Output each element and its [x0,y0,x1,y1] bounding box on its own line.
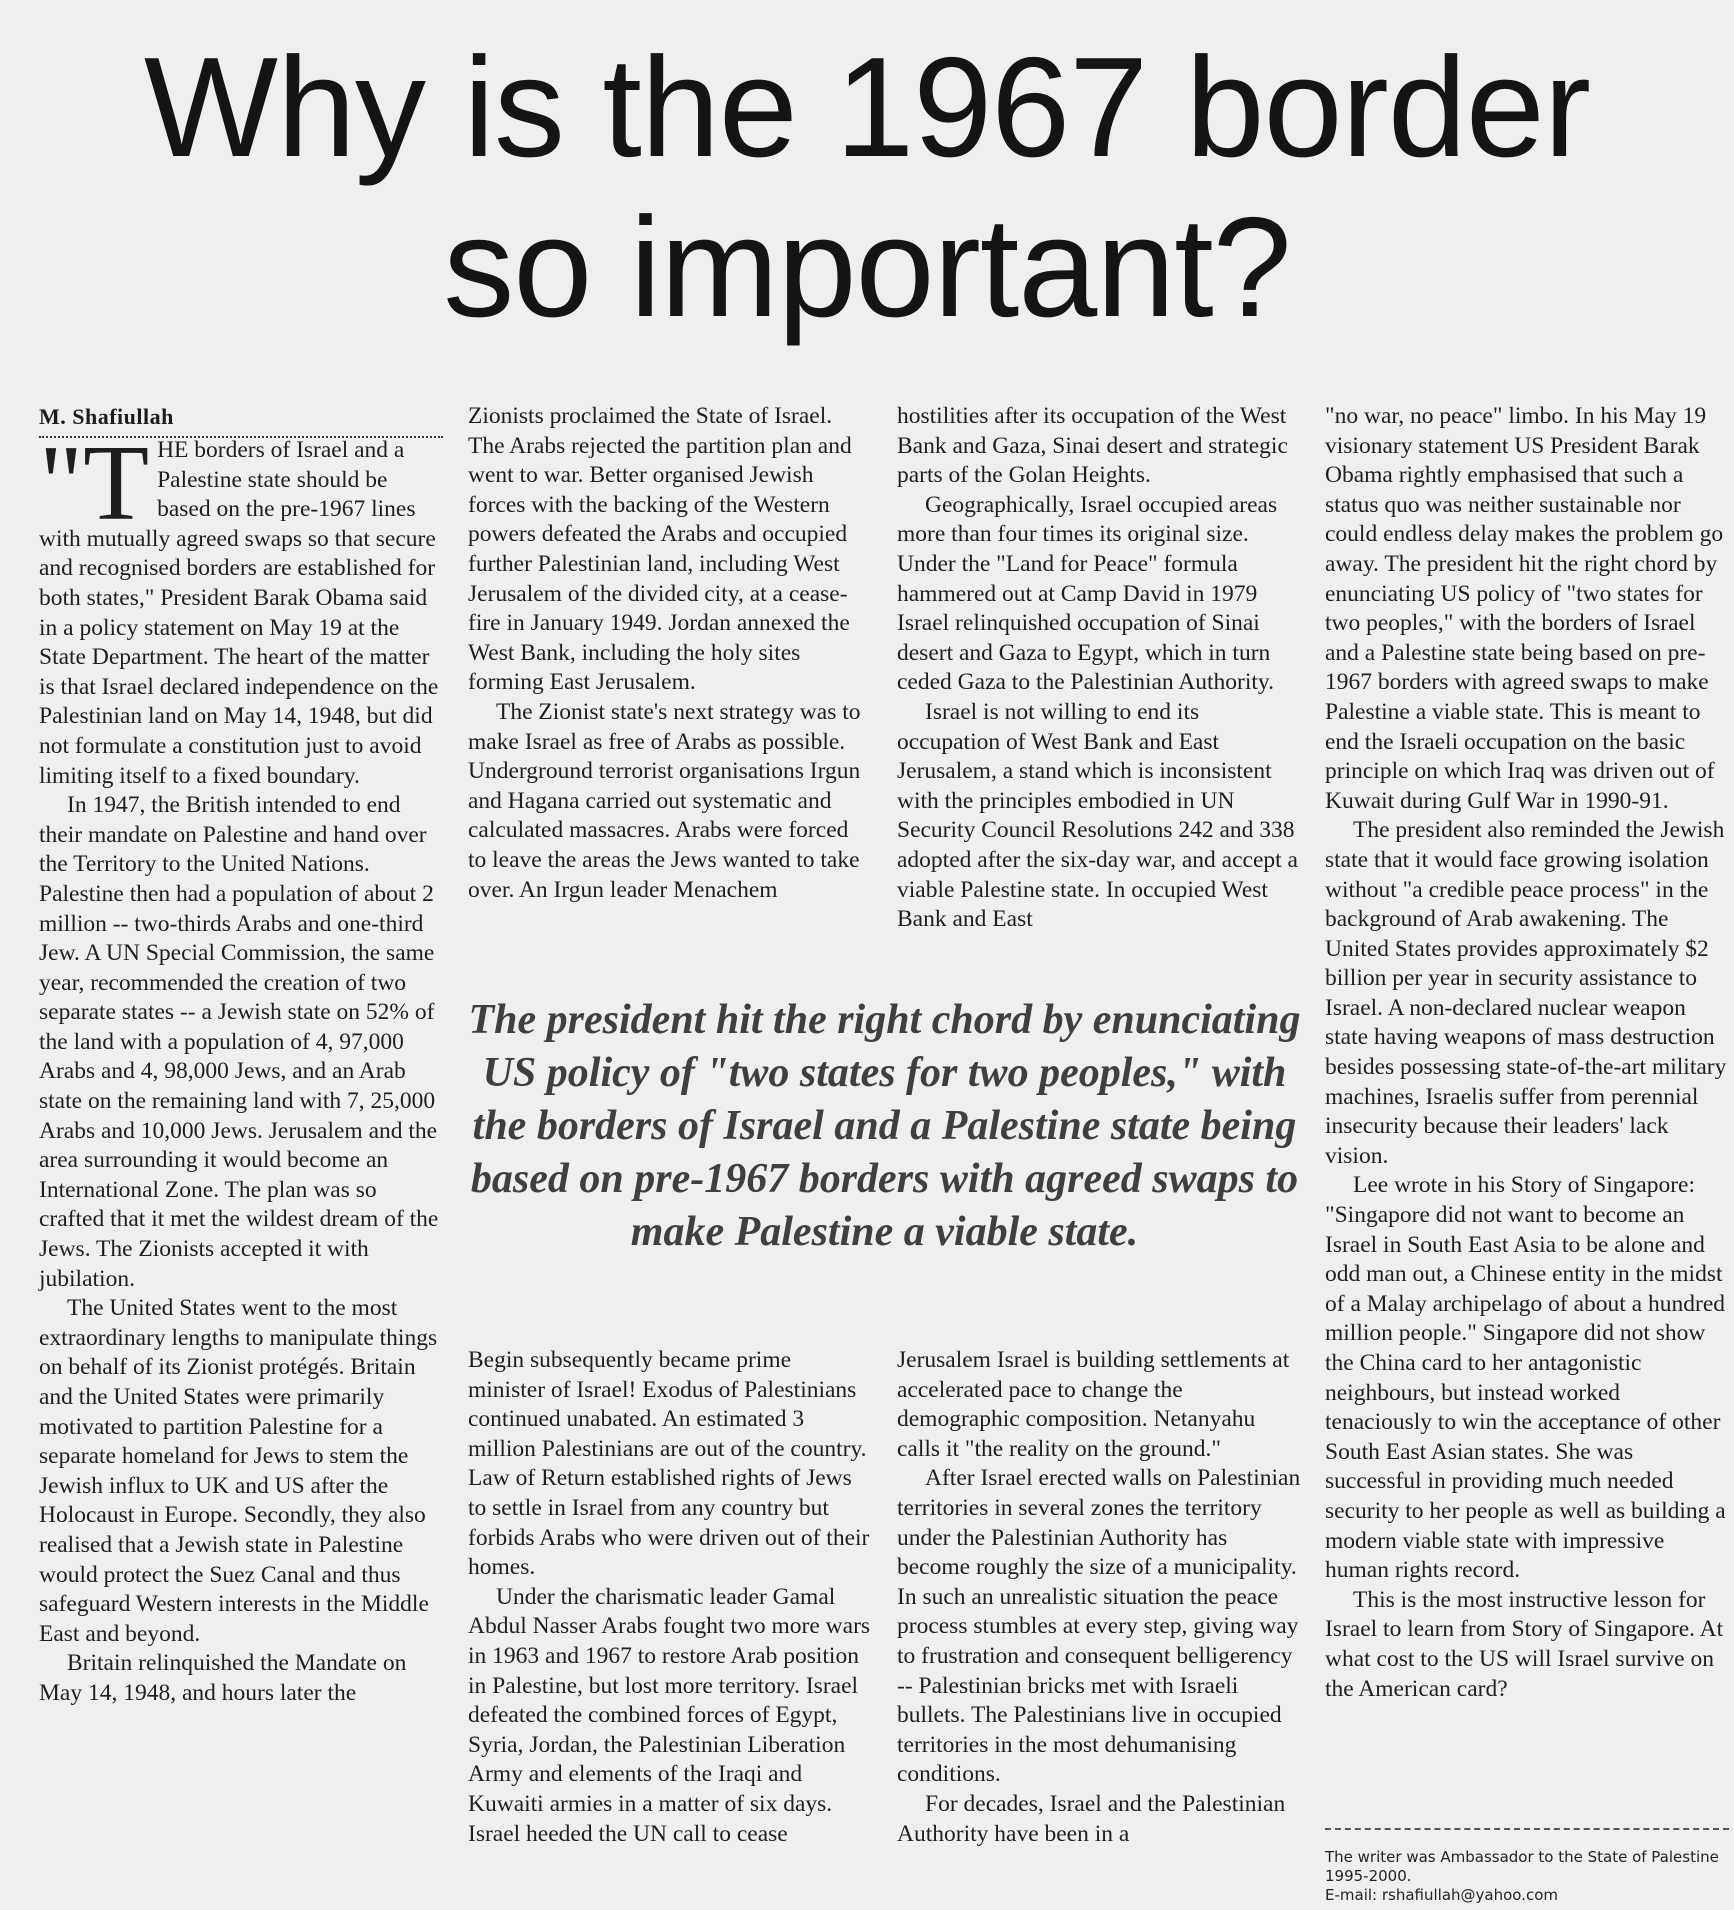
footer-divider [1325,1828,1729,1830]
column-2-top [468,402,872,905]
paragraph: Geographically, Israel occupied areas more than four times its original size. Under the "Land for Peace" formula hammered out at Camp David in 1979 Israel relinquished occupation of Sinai desert and Gaza to Egypt, which in turn ceded Gaza to the Palestinian Authority. [897,491,1278,696]
headline-line-2: so important? [443,188,1291,347]
paragraph: "no war, no peace" limbo. In his May 19 visionary statement US President Barak Obama rightly emphasised that such a status quo was neither sustainable nor could endless delay makes the problem go away. The president hit the right chord by enunciating US policy of "two states for two peoples," with the borders of Israel and a Palestine state being based on pre-1967 borders with agreed swaps to make Palestine a viable state. This is meant to end the Israeli occupation on the basic principle on which Iraq was driven out of Kuwait during Gulf War in 1990-91. [1325,403,1724,814]
column-3-bottom [897,1346,1301,1849]
column-2-bottom [468,1346,872,1849]
paragraph-2: In 1947, the British intended to end their mandate on Palestine and hand over the Territory to the United Nations. Palestine then had a population of about 2 million -- two-thirds Arabs and one-third Jew. A UN Special Commission, the same year, recommended the creation of two separate states -- a Jewish state on 52% of the land with a population of 4, 97,000 Arabs and 4, 98,000 Jews, and an Arab state on the remaining land with 7, 25,000 Arabs and 10,000 Jews. Jerusalem and the area surrounding it would become an International Zone. The plan was so crafted that it met the wildest dream of the Jews. The Zionists accepted it with jubilation. [39,792,439,1292]
paragraph-1 [39,424,443,791]
author-note [1325,1848,1729,1905]
column-4 [1325,402,1729,1704]
drop-cap: "T [39,424,150,543]
paragraph: Zionists proclaimed the State of Israel. The Arabs rejected the partition plan and went to war. Better organised Jewish forces with the backing of the Western powers defeated the Arabs and occupied further Palestinian land, including West Jerusalem of the divided city, at a cease-fire in January 1949. Jordan annexed the West Bank, including the holy sites forming East Jerusalem. [468,403,852,696]
paragraph: Israel is not willing to end its occupation of West Bank and East Jerusalem, a stand which is inconsistent with the principles embodied in UN Security Council Resolutions 242 and 338 adopted after the six-day war, and accept a viable Palestine state. In occupied West Bank and East [897,698,1298,933]
paragraph-3: The United States went to the most extraordinary lengths to manipulate things on behalf of its Zionist protégés. Britain and the United States were primarily motivated to partition Palestine for a separate homeland for Jews to stem the Jewish influx to UK and US after the Holocaust in Europe. Secondly, they also realised that a Jewish state in Palestine would protect the Suez Canal and thus safeguard Western interests in the Middle East and beyond. [39,1295,438,1647]
paragraph: Jerusalem Israel is building settlements at accelerated pace to change the demographic composition. Netanyahu calls it "the reality on the ground." [897,1347,1290,1462]
paragraph: The Zionist state's next strategy was to make Israel as free of Arabs as possible. Underground terrorist organisations Irgun and Hagana carried out systematic and calculated massacres. Arabs were forced to leave the areas the Jews wanted to take over. An Irgun leader Menachem [468,698,861,903]
paragraph-4: Britain relinquished the Mandate on May 14, 1948, and hours later the [39,1650,407,1706]
paragraph: Under the charismatic leader Gamal Abdul Nasser Arabs fought two more wars in 1963 and 1967 to restore Arab position in Palestine, but lost more territory. Israel defeated the combined forces of Egypt, Syria, Jordan, the Palestinian Liberation Army and elements of the Iraqi and Kuwaiti armies in a matter of six days. Israel heeded the UN call to cease [468,1583,871,1847]
paragraph: This is the most instructive lesson for Israel to learn from Story of Singapore. At what cost to the US will Israel survive on the American card? [1325,1586,1724,1702]
column-1 [39,424,443,1709]
paragraph: Begin subsequently became prime minister of Israel! Exodus of Palestinians continued unabated. An estimated 3 million Palestinians are out of the country. Law of Return established rights of Jews to settle in Israel from any country but forbids Arabs who were driven out of their homes. [468,1347,870,1581]
headline [0,28,1734,348]
paragraph: For decades, Israel and the Palestinian Authority have been in a [897,1790,1286,1847]
author-note-bio: The writer was Ambassador to the State of Palestine 1995-2000. [1325,1848,1719,1885]
paragraph: After Israel erected walls on Palestinian territories in several zones the territory under the Palestinian Authority has become roughly the size of a municipality. In such an unrealistic situation the peace process stumbles at every step, giving way to frustration and consequent belligerency -- Palestinian bricks met with Israeli bullets. The Palestinians live in occupied territories in the most dehumanising conditions. [897,1465,1301,1788]
headline-line-1: Why is the 1967 border [143,28,1591,187]
paragraph: hostilities after its occupation of the West Bank and Gaza, Sinai desert and strategic parts of the Golan Heights. [897,403,1288,489]
column-3-top [897,402,1301,935]
pull-quote: The president hit the right chord by enunciating US policy of "two states for two peoples," with the borders of Israel and a Palestine state being based on pre-1967 borders with agreed swaps to make Palestine a viable state. [468,997,1301,1255]
byline: M. Shafiullah [39,404,443,438]
paragraph: Lee wrote in his Story of Singapore: "Singapore did not want to become an Israel in South East Asia to be alone and odd man out, a Chinese entity in the midst of a Malay archipelago of about a hundred million people." Singapore did not show the China card to her antagonistic neighbours, but instead worked tenaciously to win the acceptance of other South East Asian states. She was successful in providing much needed security to her people as well as building a modern viable state with impressive human rights record. [1325,1172,1726,1584]
paragraph: The president also reminded the Jewish state that it would face growing isolation without "a credible peace process" in the background of Arab awakening. The United States provides approximately $2 billion per year in security assistance to Israel. A non-declared nuclear weapon state having weapons of mass destruction besides possessing state-of-the-art military machines, Israelis suffer from perennial insecurity because their leaders' lack vision. [1325,817,1727,1169]
paragraph-1-text: HE borders of Israel and a Palestine state should be based on the pre-1967 lines with mutually agreed swaps so that secure and recognised borders are established for both states," President Barak Obama said in a policy statement on May 19 at the State Department. The heart of the matter is that Israel declared independence on the Palestinian land on May 14, 1948, but did not formulate a constitution just to avoid limiting itself to a fixed boundary. [39,437,439,789]
author-note-email: E-mail: rshafiullah@yahoo.com [1325,1886,1558,1904]
